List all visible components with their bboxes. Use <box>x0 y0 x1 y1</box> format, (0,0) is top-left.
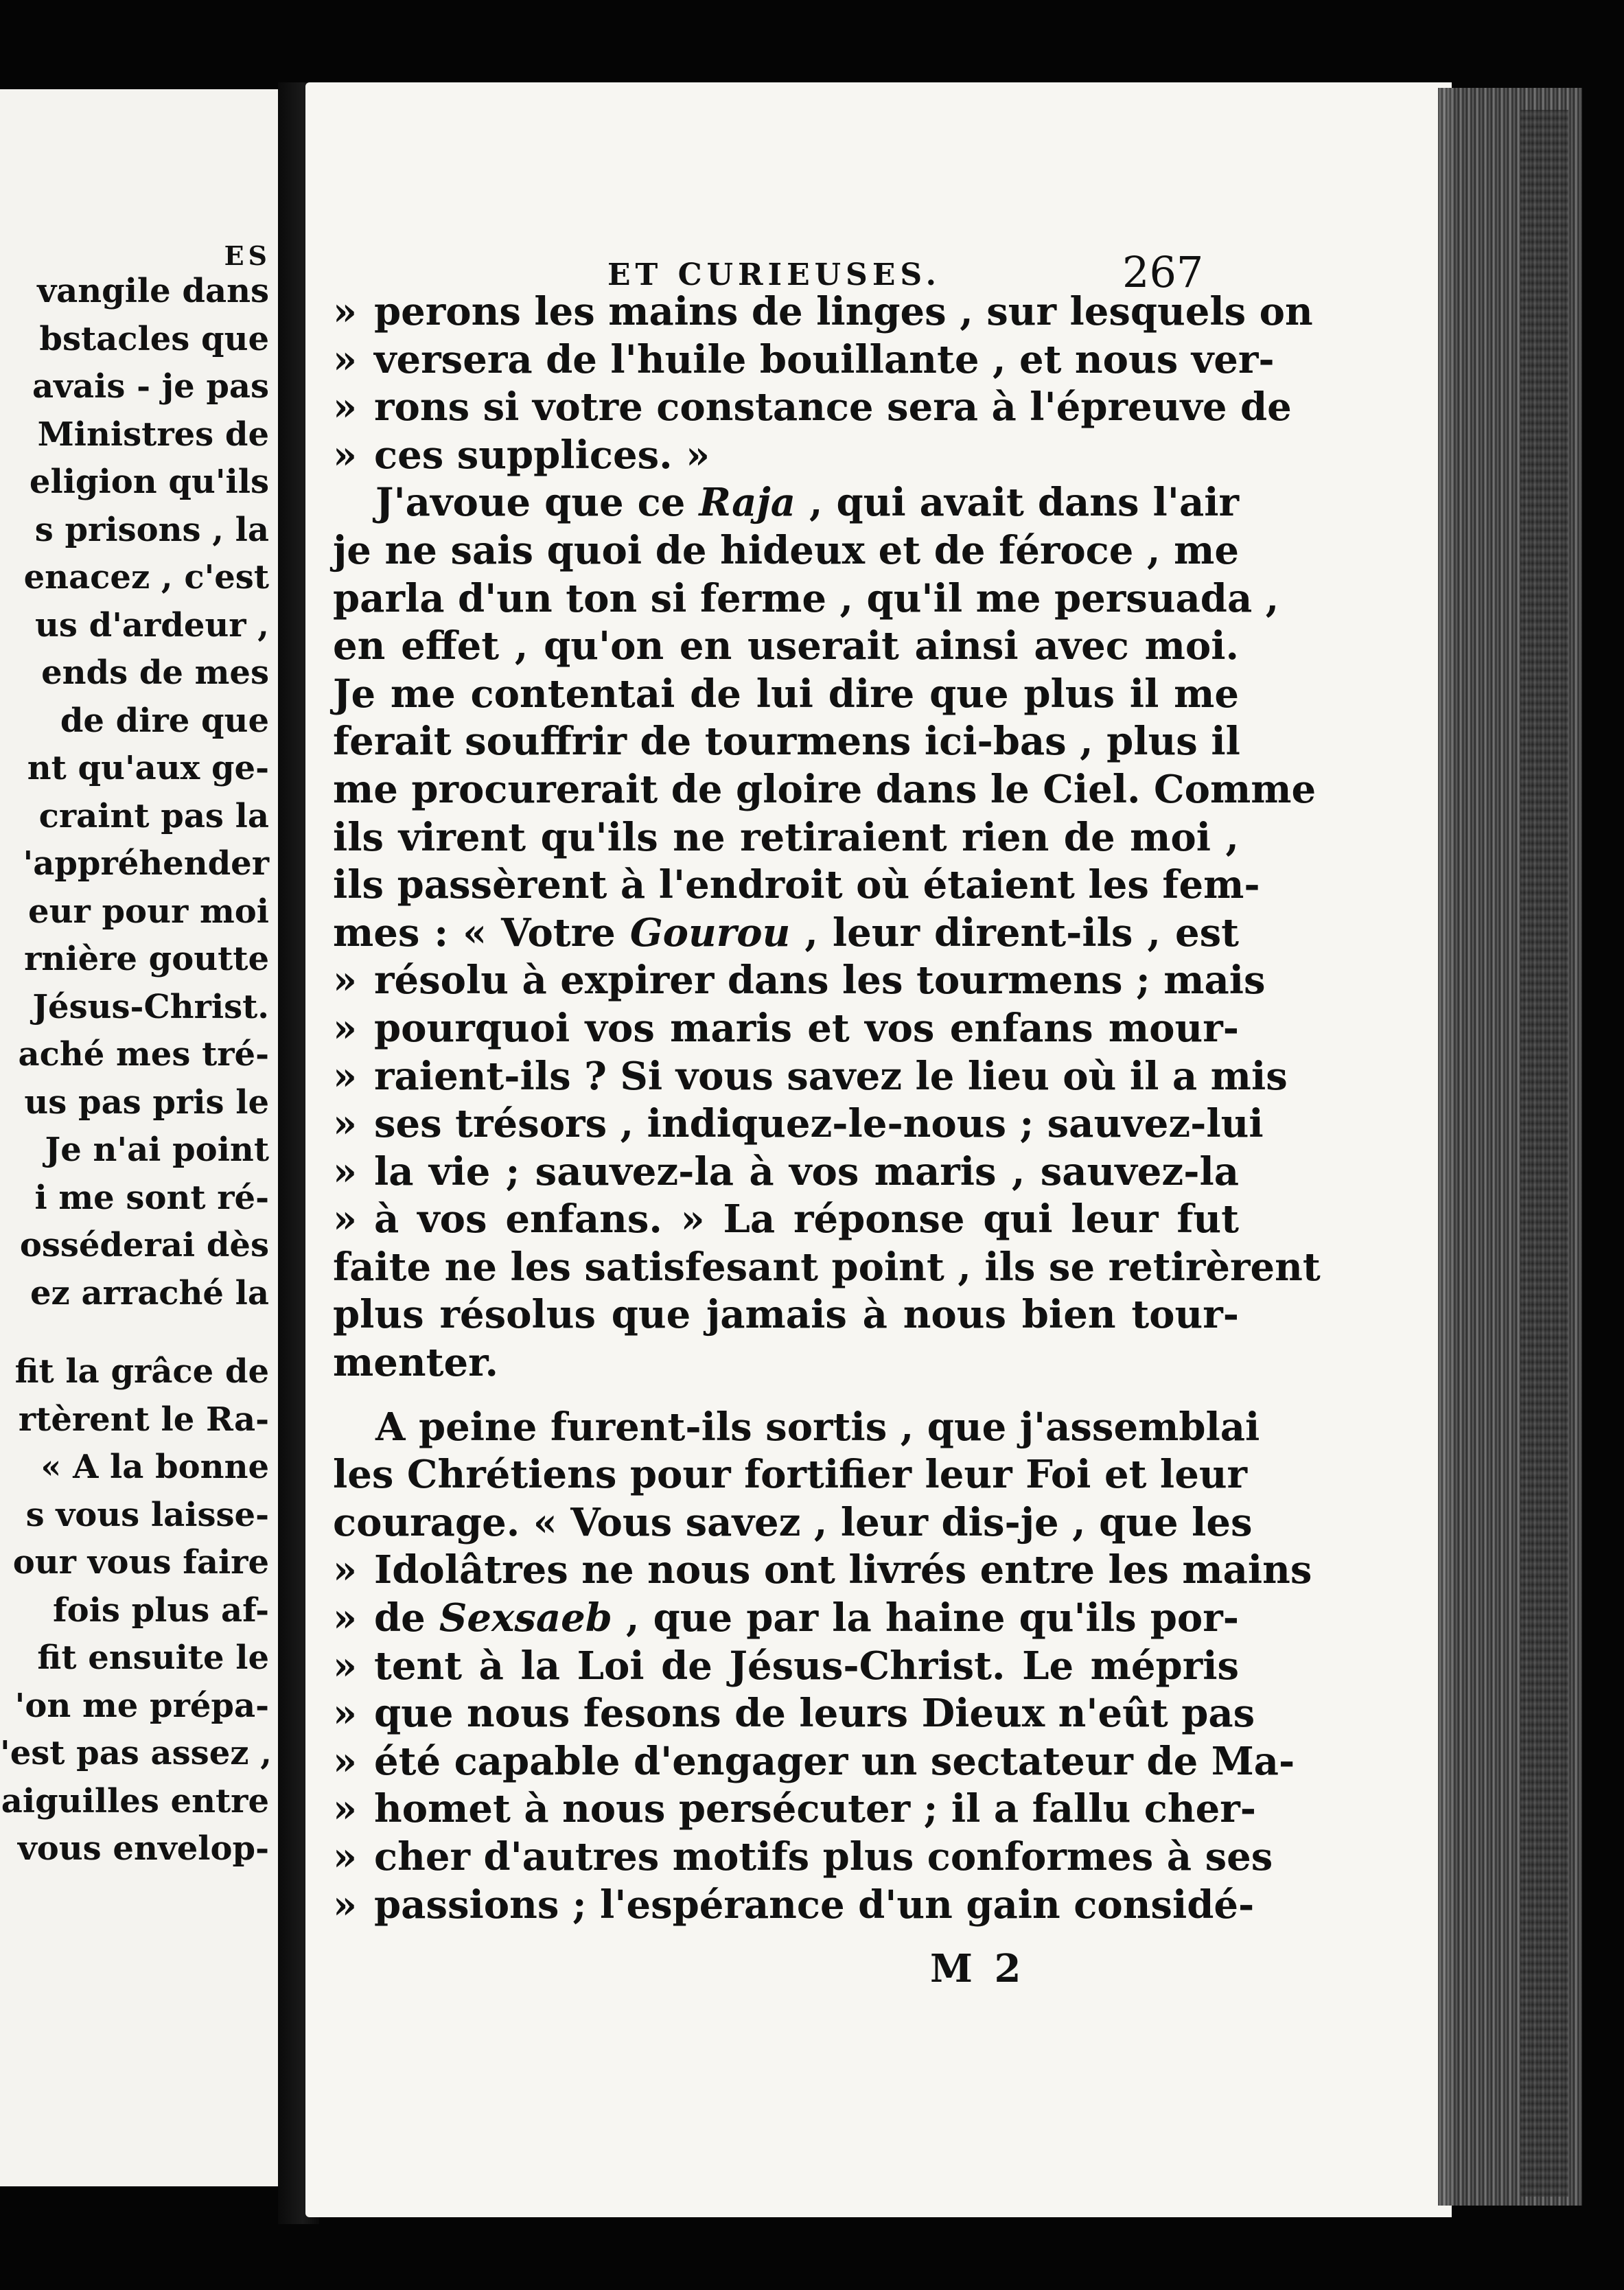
text-line <box>333 766 1316 814</box>
line-text: perons les mains de linges , sur lesquels on <box>374 289 1313 334</box>
line-text: Je me contentai de lui dire que plus il me <box>333 671 1239 717</box>
quote-mark: » <box>333 289 357 334</box>
text-line <box>333 814 1239 862</box>
text-line <box>333 1547 1312 1595</box>
page-body-text <box>333 288 1321 1929</box>
left-text-line: Je n'ai point <box>45 1131 269 1169</box>
text-line <box>333 336 1275 384</box>
line-text: menter. <box>333 1340 498 1386</box>
text-line <box>333 861 1260 910</box>
left-text-line: aché mes tré- <box>18 1035 269 1074</box>
left-text-line: fit ensuite le <box>37 1639 269 1677</box>
text-line <box>333 623 1239 671</box>
line-text: la vie ; sauvez-la à vos maris , sauvez-la <box>374 1148 1239 1194</box>
left-text-line: aiguilles entre <box>1 1781 269 1820</box>
quote-mark: » <box>333 1101 357 1147</box>
text-line <box>333 718 1239 766</box>
text-line <box>333 1100 1264 1148</box>
text-line <box>333 1339 1239 1387</box>
quote-mark: » <box>333 432 357 478</box>
text-line <box>333 479 1239 527</box>
left-text-line: i me sont ré- <box>34 1178 269 1217</box>
text-line <box>333 1499 1253 1547</box>
text-line <box>333 1643 1239 1691</box>
left-text-line: 'est pas assez , <box>0 1734 272 1772</box>
line-text: ces supplices. » <box>374 432 710 478</box>
text-line <box>333 1595 1239 1643</box>
text-line <box>333 671 1239 719</box>
line-text: tent à la Loi de Jésus-Christ. Le mépris <box>374 1643 1239 1689</box>
left-text-line: eur pour moi <box>28 892 269 931</box>
line-text: ferait souffrir de tourmens ici-bas , plus il <box>333 719 1240 765</box>
line-text: faite ne les satisfesant point , ils se retirèrent <box>333 1244 1321 1290</box>
quote-mark: » <box>333 1148 357 1194</box>
page-edge-shadow <box>1520 110 1568 2197</box>
left-text-line: bstacles que <box>39 319 269 358</box>
quote-mark: » <box>333 1196 357 1242</box>
left-text-line: craint pas la <box>38 796 269 835</box>
left-text-line: fit la grâce de <box>14 1352 269 1391</box>
line-text: Idolâtres ne nous ont livrés entre les mains <box>374 1547 1312 1593</box>
line-text: ses trésors , indiquez-le-nous ; sauvez-lui <box>374 1101 1264 1147</box>
left-text-line: our vous faire <box>12 1543 269 1582</box>
signature-mark: M 2 <box>930 1946 1025 1991</box>
line-text: mes : « Votre Gourou , leur dirent-ils , est <box>333 910 1239 956</box>
left-text-line: us d'ardeur , <box>35 605 269 645</box>
text-line <box>333 575 1279 623</box>
text-line <box>333 1404 1260 1452</box>
text-line <box>333 1005 1239 1053</box>
left-text-line: fois plus af- <box>52 1591 269 1630</box>
line-text: parla d'un ton si ferme , qu'il me persuada , <box>333 575 1279 621</box>
left-text-line: vous envelop- <box>17 1829 269 1868</box>
text-line <box>333 1244 1321 1292</box>
text-line <box>333 1196 1239 1244</box>
line-text: ils passèrent à l'endroit où étaient les fem- <box>333 862 1260 908</box>
quote-mark: » <box>333 1005 357 1051</box>
quote-mark: » <box>333 336 357 382</box>
left-text-line: vangile dans <box>37 272 269 310</box>
line-text: en effet , qu'on en userait ainsi avec moi. <box>333 623 1239 669</box>
line-text: les Chrétiens pour fortifier leur Foi et leur <box>333 1452 1248 1498</box>
text-line <box>333 1738 1295 1786</box>
line-text: raient-ils ? Si vous savez le lieu où il a mis <box>374 1053 1288 1099</box>
left-text-line: enacez , c'est <box>23 558 269 597</box>
line-text: versera de l'huile bouillante , et nous ver- <box>374 336 1275 382</box>
left-text-line: 'on me prépa- <box>14 1686 269 1725</box>
quote-mark: » <box>333 1691 357 1737</box>
line-text: plus résolus que jamais à nous bien tour- <box>333 1292 1239 1338</box>
text-line <box>333 527 1239 575</box>
left-text-line: Ministres de <box>37 415 269 454</box>
quote-mark: » <box>333 1547 357 1593</box>
text-line <box>333 1291 1239 1339</box>
left-page <box>0 89 278 2186</box>
line-text: homet à nous persécuter ; il a fallu cher- <box>374 1786 1256 1832</box>
right-page <box>305 82 1452 2217</box>
text-line <box>333 1785 1256 1834</box>
line-text: J'avoue que ce Raja , qui avait dans l'air <box>375 480 1240 526</box>
quote-mark: » <box>333 1053 357 1099</box>
quote-mark: » <box>333 1595 357 1641</box>
text-line <box>333 288 1313 336</box>
quote-mark: » <box>333 1786 357 1832</box>
line-text: je ne sais quoi de hideux et de féroce , me <box>333 527 1239 573</box>
text-line <box>333 384 1292 432</box>
line-text: que nous fesons de leurs Dieux n'eût pas <box>374 1691 1255 1737</box>
left-text-line: nt qu'aux ge- <box>27 749 269 787</box>
text-line <box>333 910 1239 958</box>
line-text: été capable d'engager un sectateur de Ma- <box>374 1738 1295 1784</box>
text-line <box>333 1053 1288 1101</box>
quote-mark: » <box>333 1882 357 1928</box>
line-text: à vos enfans. » La réponse qui leur fut <box>374 1196 1239 1242</box>
line-text: courage. « Vous savez , leur dis-je , que les <box>333 1499 1253 1545</box>
line-text: résolu à expirer dans les tourmens ; mais <box>374 958 1266 1004</box>
left-text-line: s vous laisse- <box>25 1495 269 1534</box>
line-text: ils virent qu'ils ne retiraient rien de moi , <box>333 814 1239 860</box>
text-line <box>333 1690 1255 1738</box>
text-line <box>333 432 1239 480</box>
text-line <box>333 957 1266 1005</box>
text-line <box>333 1148 1239 1196</box>
line-text: A peine furent-ils sortis , que j'assemblai <box>375 1404 1260 1450</box>
left-text-line: eligion qu'ils <box>29 463 269 501</box>
quote-mark: » <box>333 1834 357 1880</box>
text-line <box>333 1882 1255 1930</box>
left-text-line: rtèrent le Ra- <box>18 1400 269 1439</box>
left-text-line: avais - je pas <box>32 367 269 406</box>
left-text-line: s prisons , la <box>34 510 269 549</box>
page-number: 267 <box>1122 247 1204 297</box>
quote-mark: » <box>333 958 357 1004</box>
line-text: de Sexsaeb , que par la haine qu'ils por- <box>374 1595 1239 1641</box>
line-text: rons si votre constance sera à l'épreuve de <box>374 384 1292 430</box>
left-text-line: « A la bonne <box>40 1448 269 1486</box>
quote-mark: » <box>333 1738 357 1784</box>
left-text-line: us pas pris le <box>24 1083 269 1122</box>
quote-mark: » <box>333 384 357 430</box>
left-text-line: rnière goutte <box>24 940 269 978</box>
quote-mark: » <box>333 1643 357 1689</box>
line-text: passions ; l'espérance d'un gain considé- <box>374 1882 1255 1928</box>
left-text-line: ez arraché la <box>30 1273 269 1312</box>
left-page-text <box>0 268 272 1873</box>
line-text: me procurerait de gloire dans le Ciel. Comme <box>333 766 1316 812</box>
running-head: ET CURIEUSES. <box>607 257 941 292</box>
text-line <box>333 1834 1273 1882</box>
left-text-line: Jésus-Christ. <box>32 987 269 1026</box>
left-text-line: 'appréhender <box>23 844 269 883</box>
left-text-line: de dire que <box>60 701 269 740</box>
left-text-line: osséderai dès <box>19 1226 269 1264</box>
line-text: cher d'autres motifs plus conformes à ses <box>374 1834 1273 1880</box>
left-text-line: ends de mes <box>41 654 269 692</box>
text-line <box>333 1451 1248 1499</box>
line-text: pourquoi vos maris et vos enfans mour- <box>374 1005 1239 1051</box>
left-running-head: ES <box>224 240 271 271</box>
